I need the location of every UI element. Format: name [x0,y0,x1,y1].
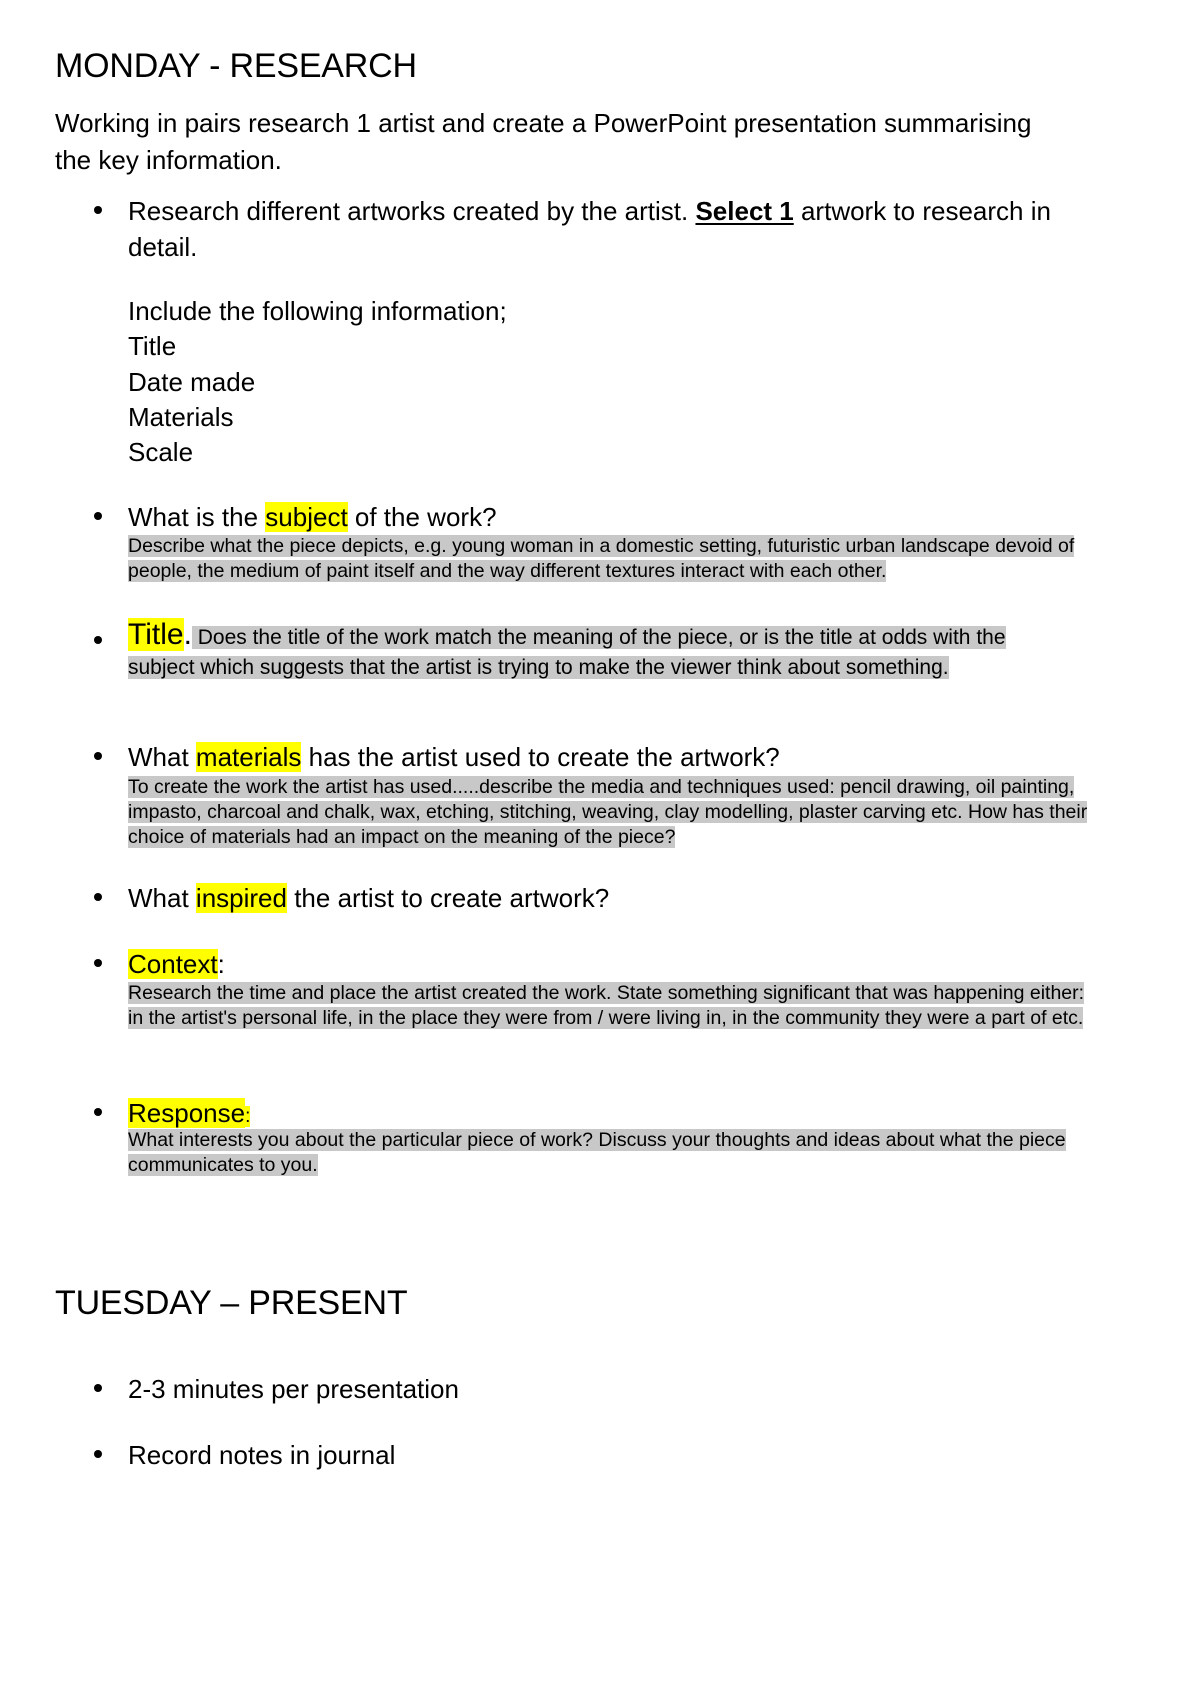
response-description-text: communicates to you. [128,1154,318,1176]
response-highlight: Response [128,1098,246,1128]
bullet-dot [94,1384,102,1392]
include-item-date: Date made [128,367,256,397]
include-item-materials: Materials [128,402,234,432]
tuesday-item-notes: Record notes in journal [128,1440,396,1470]
materials-question-end: has the artist used to create the artwork? [301,742,780,772]
intro-line-2: the key information. [55,145,282,175]
materials-highlight: materials [195,742,302,772]
materials-description-text: impasto, charcoal and chalk, wax, etching, stitching, weaving, clay modelling, plaster carving etc. How has their [128,801,1088,823]
select-1-emphasis: Select 1 [695,196,794,226]
response-description-text: What interests you about the particular piece of work? Discuss your thoughts and ideas about what the piece [128,1129,1066,1151]
materials-question-text: What [128,742,196,772]
bullet-dot [94,752,102,760]
context-description-text: Research the time and place the artist created the work. State something significant that was happening either: [128,982,1085,1004]
materials-question [128,739,780,775]
context-highlight: Context [128,949,218,979]
bullet-dot [94,1450,102,1458]
research-artworks-text: Research different artworks created by the artist. [128,196,696,226]
bullet-dot [94,959,102,967]
bullet-dot [94,512,102,520]
subject-description-text: people, the medium of paint itself and the way different textures interact with each other. [128,560,887,582]
materials-description-line-1 [128,775,1074,800]
materials-description-line-2 [128,800,1087,825]
title-line-2 [128,654,949,682]
intro-line-1: Working in pairs research 1 artist and create a PowerPoint presentation summarising [55,108,1032,138]
bullet-dot [94,636,102,644]
tuesday-heading: TUESDAY – PRESENT [55,1284,408,1322]
materials-description-line-3 [128,825,675,850]
research-artworks-line-2: detail. [128,232,198,262]
materials-description-text: choice of materials had an impact on the meaning of the piece? [128,826,676,848]
context-colon: : [217,949,225,979]
context-description-line-1 [128,981,1084,1006]
response-colon: : [245,1106,251,1127]
title-description-text: subject which suggests that the artist is trying to make the viewer think about something. [128,656,949,679]
context-heading [128,946,225,982]
bullet-dot [94,893,102,901]
bullet-dot [94,206,102,214]
subject-description-text: Describe what the piece depicts, e.g. young woman in a domestic setting, futuristic urban landscape devoid of [128,535,1075,557]
context-description-text: in the artist's personal life, in the place they were from / were living in, in the community they were a part of etc. [128,1007,1084,1029]
title-description-text: Does the title of the work match the meaning of the piece, or is the title at odds with the [191,626,1006,649]
title-dot: . [183,618,192,651]
inspired-question [128,880,609,916]
bullet-dot [94,1108,102,1116]
response-description-line-2 [128,1153,318,1178]
context-description-line-2 [128,1006,1083,1031]
tuesday-item-duration: 2-3 minutes per presentation [128,1374,459,1404]
include-item-scale: Scale [128,437,194,467]
research-artworks-text-end: artwork to research in [793,196,1051,226]
materials-description-text: To create the work the artist has used.....describe the media and techniques used: pencil drawing, oil painting, [128,776,1075,798]
subject-question [128,499,497,535]
inspired-question-end: the artist to create artwork? [286,883,610,913]
subject-question-end: of the work? [347,502,497,532]
response-description-line-1 [128,1128,1066,1153]
subject-highlight: subject [265,502,348,532]
inspired-question-text: What [128,883,196,913]
inspired-highlight: inspired [195,883,287,913]
title-highlight: Title [128,618,184,651]
include-item-title: Title [128,331,177,361]
research-artworks-line-1 [128,193,1051,229]
subject-question-text: What is the [128,502,266,532]
include-intro: Include the following information; [128,296,507,326]
title-line-1 [128,616,1006,657]
subject-description-line-2 [128,559,886,584]
subject-description-line-1 [128,534,1074,559]
monday-heading: MONDAY - RESEARCH [55,47,417,85]
